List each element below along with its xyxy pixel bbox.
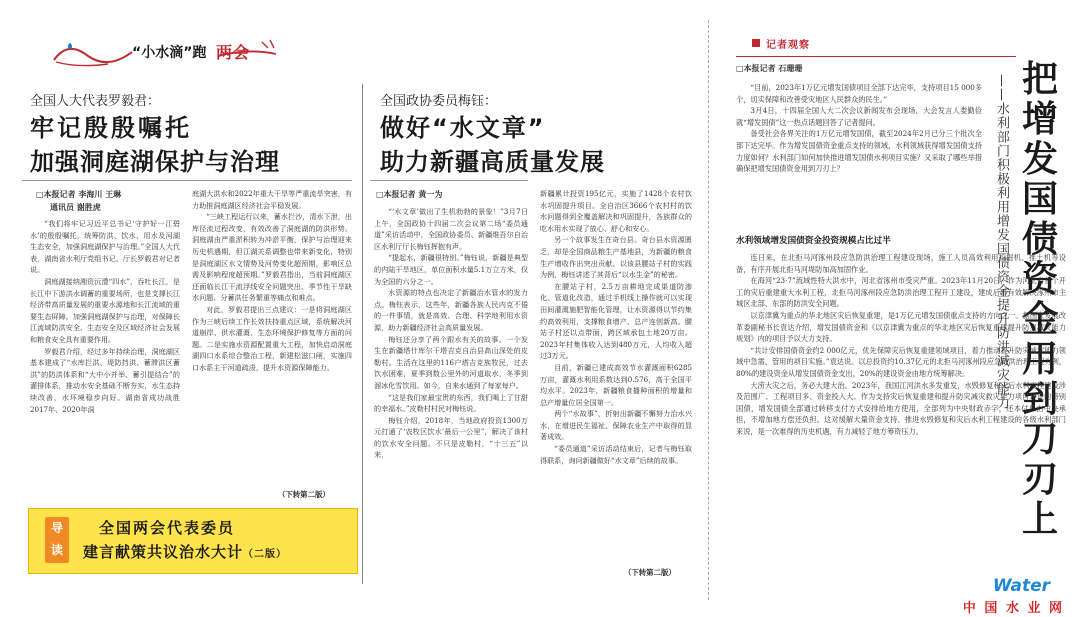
left-article-column-1 [30,218,180,503]
right-article-byline: □本报记者 石珊珊 [736,64,803,73]
watermark-site: 中 国 水 业 网 [962,601,1064,616]
paragraph: 罗毅君介绍，经过多年持续治理，洞庭湖区基本建成了“水库拦洪、堤防挡洪、蓄滞洪区蓄洪”的防洪体系和“大中小并举、蓄引提结合”的灌排体系，推动水安全基础不断夯实，水生态持续改善，水环境稳步向好。湖南省成功战胜2017年、2020年洞 [30,346,180,414]
guide-label-char: 读 [50,543,63,557]
left-article-reporters: □本报记者 李海川 王琳 [36,190,122,199]
mid-article-rule [370,180,528,181]
title-char: 债 [1021,219,1058,260]
guide-label [45,517,69,563]
paragraph: 另一个故事发生在奇台县。奇台县水资源匮乏，却是全国商品粮生产基地县，为新疆的粮食生产增收作出突出贡献。以该县腰站子村的实践为例，梅钰讲述了其背后“以水生金”的秘密。 [540,235,692,280]
paragraph: 洞庭湖接纳湘资沅澧“四水”，吞吐长江，是长江中下游洪水调蓄的重要场所，也是支撑长江经济带高质量发展的重要水源地和长江流域的重要生态屏障。加强洞庭湖保护与治理，对保障长江流域防洪安全、生态安全及区域经济社会发展和粮食安全具有重要作用。 [30,276,180,344]
paragraph: 以京津冀为重点的华北地区灾后恢复重建，是1万亿元增发国债重点支持的方向之一。据国家发展改革委副秘书长袁达介绍，增发国债资金和《以京津冀为重点的华北地区灾后恢复重建提升防灾减灾能力规划》内的项目予以大力支持。 [736,310,1066,344]
paragraph: “委员通道”采访活动结束后，记者与梅钰取得联系，询问新疆做好“水文章”后续的故事。 [540,444,692,465]
left-article-correspondent: 通讯员 谢胜虎 [50,203,101,212]
mid-article-column-1 [374,206,528,586]
mid-article-column-2 [540,188,692,566]
title-char: 把 [1021,59,1058,100]
paragraph: 3月4日，十四届全国人大二次会议新闻发布会现场，大会发言人娄勤俭就“增发国债”这一热点话题回答了记者提问。 [736,106,982,127]
title-char: 刃 [1021,459,1058,500]
masthead-brand: “小水滴”跑 [132,45,207,61]
guide-line-1: 全国两会代表委员 [99,519,236,537]
paragraph: 水资源的特点也决定了新疆治水管水的发力点。梅钰表示，这些年，新疆各族人民内克不倦的一件事情，就是高效、合理、科学地利用水资源，助力新疆经济社会高质量发展。 [374,288,528,332]
paragraph: “提起水，新疆很特别。”梅钰说，新疆是典型的内陆干旱地区，单位面积水量5.1万立方米，仅为全国的六分之一。 [374,253,528,286]
left-article-kicker: 全国人大代表罗毅君： [30,94,161,109]
paragraph: 梅钰介绍，2018年，当地政府投资1300万元打通了‘农牧区饮水’最后一公里”，解决了该村的饮水安全问题。不只是皮勒村，“十三五”以来， [374,415,528,460]
title-char: 增 [1021,99,1058,140]
paragraph: 大涝大灾之后，务必大建大治。2023年，我国江河洪水多发重发，水毁修复和灾后水利工程建设涉及范围广、工程项目多、资金投入大。作为支持灾后恢复重建和提升防灾减灾救灾能力项目建设的特别国债，增发国债全部通过转移支付方式安排给地方使用，全部列为中央财政赤字，还本付息由中央承担，不增加地方偿还负担。这对缓解大量资金支持、推进水毁修复和灾后水利工程建设的各级水利部门来说，是一次难得的历史机遇，有力减轻了地方筹资压力。 [736,380,1066,436]
mid-article-title-line2: 助力新疆高质量发展 [380,148,605,176]
right-article-subhead: 水利领域增发国债资金投资规模占比过半 [736,236,891,246]
guide-box[interactable] [28,508,358,574]
paragraph: “目前，2023年1万亿元增发国债项目全部下达完毕，支持项目15 000多个，切实保障和改善受灾地区人民群众的民生。” [736,83,982,104]
paragraph: “我们将牢记习近平总书记‘守护好一江碧水’的殷殷嘱托，统筹防洪、饮水、用水及河湖生态安全，加强洞庭湖保护与治理。”全国人大代表，湖南省水利厅党组书记、厅长罗毅君对记者说。 [30,219,180,275]
title-char: 国 [1021,179,1058,220]
paragraph: 连日来，在北拒马河涿州段应急防洪治理工程建设现场，施工人员高效利用挖掘机、推土机等设备，有序开展北拒马河堤防加高加固作业。 [736,253,1066,274]
left-article-title-line1: 牢记殷殷嘱托 [30,114,192,142]
mid-article-title-line1: 做好“水文章” [380,114,546,142]
guide-line-2-text: 建言献策共议治水大计 [83,543,244,561]
mid-article-continued: （下转第二版） [624,568,676,577]
section-divider [708,20,709,600]
guide-line-2-suffix: （二版） [243,549,288,560]
title-char: 用 [1021,339,1058,380]
left-article-title-line2: 加强洞庭湖保护与治理 [30,148,280,176]
section-tag-rule [736,56,1016,57]
title-char: 资 [1021,259,1058,300]
left-article-byline [36,188,186,214]
paragraph: 庭湖大洪水和2022年重大干旱等严重流旱突害，有力助推洞庭湖区经济社会平稳发展。 [192,189,352,210]
paragraph: 备受社会各界关注的1万亿元增发国债，截至2024年2月已分三个批次全部下达完毕。作为增发国债资金重点支持的领域，水利领域获得增发国债支持力度如何？水利部门如何加快推进增发国债水利项目实施？又采取了哪些举措确保把增发国债资金用到刀刃上？ [736,129,982,174]
guide-line-2 [83,541,287,562]
left-article-rule [22,180,352,181]
paragraph: “共计安排国债资金约2 000亿元，优先保障灾后恢复重建领域项目，着力推动提升防灾减灾能力领域中急需、管用的项目实施。”袁达说。以总投资约10.37亿元的北拒马河涿州段应急防洪治理工程为例，80%的建设资金从增发国债资金支出，20%的建设资金由地方统筹解决。 [736,345,1066,378]
paragraph: 在腰站子村，2.5万亩耕地完成渠道防渗化、管道化改造，通过手机线上操作就可以实现田间灌溉施肥智能化管理，让水资源得以节约集约高效利用，支撑粮食增产、总产连创新高。腰站子村还以点带面，跨区域承包土地20万亩。2023年村集体收入达到480万元，人均收入超过3万元。 [540,281,692,361]
title-char: 上 [1021,499,1058,540]
section-tag-marker [752,39,760,47]
guide-label-char: 导 [50,521,63,535]
title-char: 到 [1021,379,1058,420]
paragraph: 在海河“23·7”流域性特大洪水中，河北省涿州市受灾严重。2023年11月20日，作为河北省首个开工的灾后重建重大水利工程，北拒马河涿州段应急防洪治理工程开工建设，建成后将有效解决涿州市主城区北部、东部的防洪安全问题。 [736,276,1066,309]
paragraph: “三峡工程运行以来，蓄水拦沙，清水下泄，出库径流过程改变，有效改善了洞庭湖的防洪形势。洞庭湖由严重淤积转为冲淤平衡，保护与治理迎来历史机遇期，但江湖关系调整也带来新变化，特别是洞庭湖区水文情势及河势变化超预期，影响区总需及影响程度超预期。”罗毅君指出，当前洞庭湖区还面临长江干流浮线安全问题突出、季节性干旱缺水问题、分蓄洪任务繁重等痛点和难点。 [192,212,352,303]
right-article-column-bottom [736,252,1066,584]
watermark-logo: Water [992,576,1050,596]
section-tag-label: 记者观察 [766,40,810,51]
paragraph: “‘水文章’做出了生机勃勃的景象！”3月7日上午，全国政协十四届二次会议第二场“委员通道”采访活动中，全国政协委员、新疆维吾尔自治区水利厅厅长梅钰挥抱有声。 [374,207,528,251]
paragraph: 梅钰还分享了两个跟水有关的故事。一个发生在新疆塔什库尔干塔吉克自治县高山深处的皮勒村。生活在这里的116户塔吉克族牧民，过去饮水困难，夏季到数公里外的河道取水，冬季到溜冰化雪饮用。如今，自来水通到了每家每户。 [374,334,528,390]
section-tag [752,36,872,50]
left-article-column-2 [192,188,352,490]
paragraph: “这是我们家最宝贵的东西，我们喝上了甘甜的幸福水。”皮勒村村民对梅钰说。 [374,392,528,414]
title-char: 发 [1021,139,1058,180]
masthead-logo [48,34,298,68]
paragraph: 新疆累计投资195亿元，实施了1428个农村饮水巩固提升项目。全自治区3666个农村村的饮水问题得到全覆盖解决和巩固提升，各族群众的吃水用水实现了放心、舒心和安心。 [540,189,692,233]
left-article-continued: （下转第二版） [278,490,330,499]
mid-article-byline: □本报记者 黄一为 [376,190,443,199]
column-divider [362,84,363,584]
paragraph: 两个“水故事”，折射出新疆不懈努力治水兴水，在增进民生福祉、保障农业生产中取得的显著成效。 [540,409,692,442]
paragraph: 对此，罗毅君提出三点建议：一是将洞庭湖区作为三峡后续工作长效扶持重点区域，系统解决河道崩岸、供水灌溉、生态环境保护修复等方面的问题。二是实施水资源配置重大工程，加快启动洞庭湖四口水系综合整治工程，新建松滋口闸，实施四口水系主干河道疏浚，提升水资源保障能力。 [192,304,352,372]
masthead-highlight: 两会 [216,43,251,62]
right-article-subtitle: ——水利部门积极利用增发国债资金提升防洪减灾能力 [994,74,1009,410]
title-char: 金 [1021,299,1058,340]
paragraph: 目前，新疆已建成高效节水灌溉面积6285万亩，灌溉水利用系数达到0.576，高于全国平均水平。2023年，新疆粮食播种面积的增量和总产增量位居全国第一。 [540,362,692,407]
watermark [940,578,1070,614]
title-char: 刀 [1021,419,1058,460]
right-article-column-top [736,82,982,228]
mid-article-kicker: 全国政协委员梅钰： [380,94,498,109]
